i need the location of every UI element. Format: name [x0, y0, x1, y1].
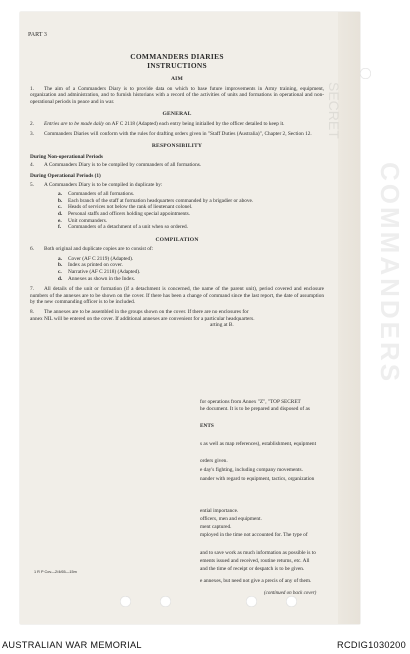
list-item: f. Commanders of a detachment of a unit when so ordered. [58, 224, 189, 231]
list-item: c. Narrative (AF C 2118) (Adapted). [58, 269, 141, 276]
punch-hole-bottom-2 [160, 596, 171, 607]
fragment-line: ential importance. [200, 508, 239, 514]
fragment-line: officers, men and equipment. [200, 516, 262, 522]
archive-caption-right: RCDIG1030200 [337, 640, 406, 650]
paragraph-5: 5. A Commanders Diary is to be compiled in duplicate by: [30, 181, 163, 188]
show-through-text-secret: SECRET [326, 82, 342, 139]
list-item: b. Index as printed on cover. [58, 262, 123, 269]
part-label: PART 3 [28, 32, 47, 38]
fragment-line: and to save work as much information as possible is to [200, 550, 316, 556]
paragraph-1: 1. The aim of a Commanders Diary is to provide data on which to base future improvements in Army training, equipment, organization and administration, and to furnish historians with a record of the activities of units and formations in operational and non-operational periods in peace and in war. [30, 85, 324, 105]
document-subtitle: INSTRUCTIONS [147, 61, 207, 70]
fragment-line: mployed in the time not accounted for. The type of [200, 532, 308, 538]
fragment-line: and the time of receipt or despatch is to be given. [200, 566, 305, 572]
fragment-line: e annexes, but need not give a precis of any of them. [200, 578, 312, 584]
heading-responsibility: RESPONSIBILITY [151, 143, 203, 150]
show-through-text: COMMANDERS [375, 162, 405, 385]
document-body [30, 52, 324, 329]
punch-hole-bottom-3 [246, 596, 257, 607]
punch-hole-bottom-1 [120, 596, 131, 607]
list-item: e. Unit commanders. [58, 217, 108, 224]
paragraph-2: 2. Entries are to be made daily on AF C 2118 (Adapted) each entry being initialled by the officer detailed to keep it. [30, 120, 285, 127]
fragment-line: orders given. [200, 458, 228, 464]
print-code: 1 R P Cov—2/4/65—15m [34, 570, 77, 574]
paragraph-7: 7. All details of the unit or formation (if a detachment is concerned, the name of the parent unit), period covered and enclosure numbers of the annexes are to be shown on the cover. If there has been a change of command since the last report, the date of assumption by the new commanding officer is to be included. [30, 286, 324, 306]
list-item: c. Heads of services not below the rank of lieutenant colonel. [58, 204, 193, 211]
continued-note: (continued on back cover) [264, 591, 317, 596]
fragment-line: for operations from Annex "Z", "TOP SECRET [200, 399, 301, 405]
heading-compilation: COMPILATION [155, 236, 199, 243]
fragment-heading: ENTS [200, 423, 214, 429]
compilation-list [30, 256, 324, 282]
responsibility-list [30, 191, 324, 231]
fragment-line: ment captured. [200, 524, 232, 530]
fragment-line: e day's fighting, including company movements. [200, 467, 303, 473]
list-item: b. Each branch of the staff at formation headquarters commanded by a brigadier or above. [58, 197, 254, 204]
paragraph-4: 4. A Commanders Diary is to be compiled by commanders of all formations. [30, 162, 202, 169]
punch-hole-bottom-4 [286, 596, 297, 607]
heading-non-operational: During Non-operational Periods [30, 153, 103, 160]
paragraph-3: 3. Commanders Diaries will conform with the rules for drafting orders given in "Staff Duties (Australia)", Chapter 2, Section 12. [30, 130, 312, 137]
paragraph-8-line-3: arting at B. [210, 322, 234, 329]
fragment-line: ements issued and received, routine returns, etc. All [200, 558, 310, 564]
fragment-line: s as well as map references), establishment, equipment [200, 441, 317, 447]
fragment-line: he document. It is to be prepared and disposed of as [200, 406, 310, 412]
heading-operational: During Operational Periods (1) [30, 172, 101, 179]
list-item: a. Commanders of all formations. [58, 191, 135, 198]
fragment-line: nander with regard to equipment, tactics, organization [200, 476, 315, 482]
list-item: d. Personal staffs and officers holding special appointments. [58, 210, 191, 217]
paragraph-8-line-2: annex NIL will be entered on the cover. If additional annexes are convenient for a particular headquarters. [30, 315, 255, 322]
list-item: a. Cover (AF C 2119) (Adapted). [58, 255, 134, 262]
document-title: COMMANDERS DIARIES [130, 52, 224, 61]
archive-caption-left: AUSTRALIAN WAR MEMORIAL [2, 640, 142, 650]
punch-hole-top-right [360, 68, 371, 79]
heading-aim: AIM [170, 76, 184, 82]
paragraph-8: 8. The annexes are to be assembled in the groups shown on the cover. If there are no enclosures for [30, 309, 249, 316]
paragraph-6: 6. Both original and duplicate copies are to consist of: [30, 246, 154, 253]
list-item: d. Annexes as shown in the Index. [58, 275, 136, 282]
heading-general: GENERAL [162, 111, 192, 118]
